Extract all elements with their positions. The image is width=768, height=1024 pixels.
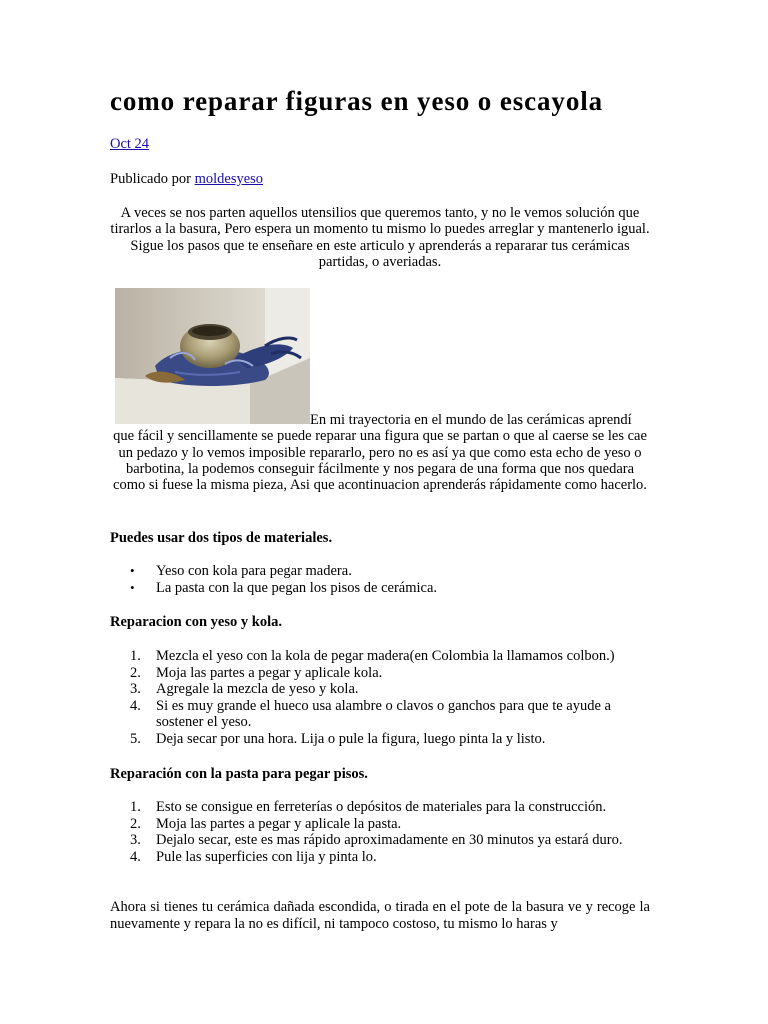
list-item: 1. Esto se consigue en ferreterías o depósitos de materiales para la construcción. [130,799,607,815]
list-item: • La pasta con la que pegan los pisos de cerámica. [130,579,438,596]
number-marker: 5. [130,730,141,747]
bullet-marker: • [130,579,135,595]
list-item: 1. Mezcla el yeso con la kola de pegar madera(en Colombia la llamamos colbon.) [130,648,615,664]
number-marker: 2. [130,815,141,832]
number-marker: 1. [130,648,141,664]
post-date-link[interactable]: Oct 24 [110,136,150,152]
list-item: 5. Deja secar por una hora. Lija o pule la figura, luego pinta la y listo. [130,730,546,747]
intro-paragraph: A veces se nos parten aquellos utensilios que queremos tanto, y no le vemos solución que tirarlos a la basura, Pero espera un momento tu mismo lo puedes arreglar y mantenerlo igual. Sigue los pasos que te enseñare en este articulo y aprenderás a repararar tus cerámicas partidas, o averiadas. [110,205,650,270]
section2-steps [130,799,650,865]
list-item: 2. Moja las partes a pegar y aplicale la pasta. [130,815,402,832]
bullet-marker: • [130,563,135,578]
number-marker: 3. [130,681,141,698]
number-marker: 3. [130,832,141,849]
section1-steps [130,648,650,748]
materials-list [130,563,650,596]
list-item: 4. Si es muy grande el hueco usa alambre o clavos o ganchos para que te ayude a sostener el yeso. [130,697,611,731]
materials-heading: Puedes usar dos tipos de materiales. [110,530,333,546]
closing-paragraph: Ahora si tienes tu cerámica dañada escondida, o tirada en el pote de la basura ve y recoge la nuevamente y repara la no es difícil, ni tampoco costoso, tu mismo lo haras y [110,899,650,932]
number-marker: 1. [130,799,141,815]
author-link[interactable]: moldesyeso [194,171,264,187]
number-marker: 4. [130,848,141,865]
list-item: • Yeso con kola para pegar madera. [130,563,352,579]
list-item: 4. Pule las superficies con lija y pinta lo. [130,848,377,865]
number-marker: 2. [130,664,141,681]
page-title: como reparar figuras en yeso o escayola [110,86,604,116]
list-item: 3. Agregale la mezcla de yeso y kola. [130,681,359,698]
published-by-label: Publicado por [110,171,191,187]
section2-heading: Reparación con la pasta para pegar pisos. [110,766,368,782]
list-item: 3. Dejalo secar, este es mas rápido aproximadamente en 30 minutos ya estará duro. [130,832,623,849]
figure-paragraph [110,412,650,493]
section1-heading: Reparacion con yeso y kola. [110,614,282,630]
ceramic-figure-photo [115,288,310,424]
number-marker: 4. [130,697,141,714]
figure-paragraph-rest: que fácil y sencillamente se puede reparar una figura que se partan o que al caerse se les cae un pedazo y lo vemos imposible repararlo, pero no es así ya que como esta echo de yeso o barbotina, la podemos conseguir fácilmente y nos pegara de una forma que nos quedara como si fuese la misma pieza, Asi que acontinuacion aprenderás rápidamente como hacerlo. [113,428,647,494]
figure-paragraph-first-line: En mi trayectoria en el mundo de las cerámicas aprendí [310,412,632,428]
list-item: 2. Moja las partes a pegar y aplicale kola. [130,664,383,681]
byline [110,171,263,188]
